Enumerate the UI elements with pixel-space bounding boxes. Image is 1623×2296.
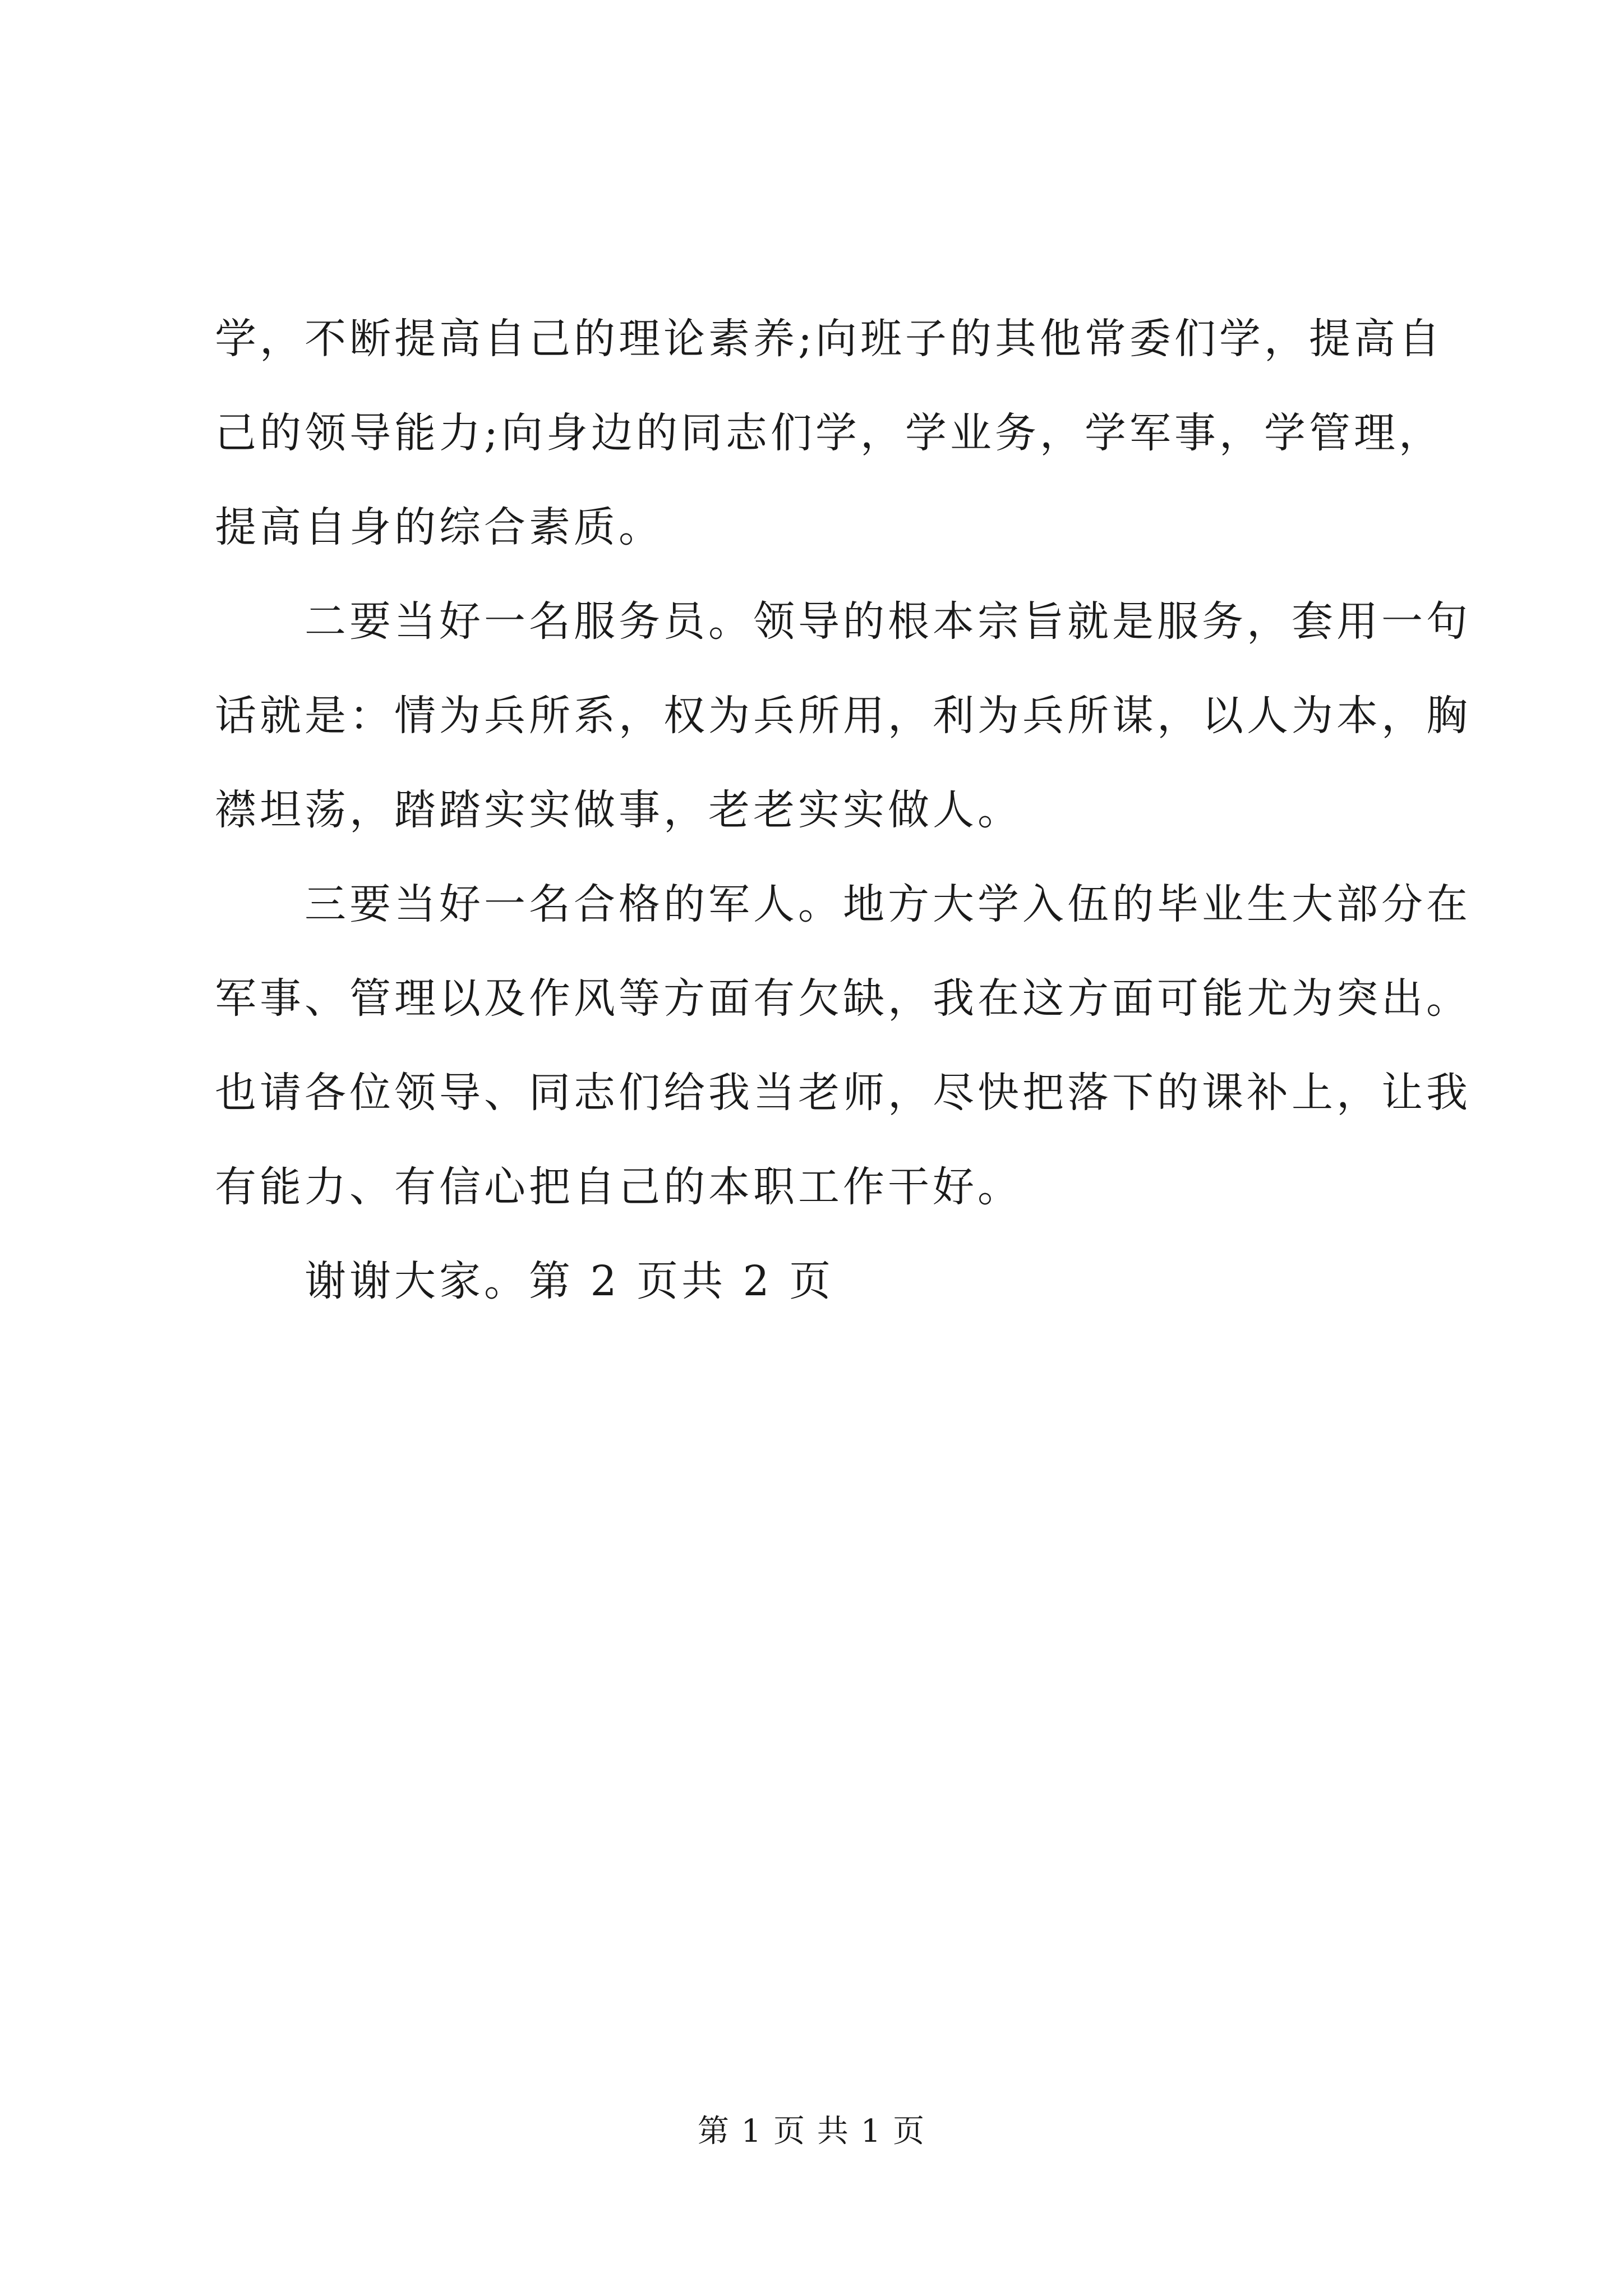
text-line: 学，不断提高自己的理论素养;向班子的其他常委们学，提高自 (215, 315, 1444, 363)
closing-line: 谢谢大家。第 2 页共 2 页 (305, 1257, 834, 1305)
text-line: 军事、管理以及作风等方面有欠缺，我在这方面可能尤为突出。 (215, 974, 1471, 1023)
paragraph-start-line: 二要当好一名服务员。领导的根本宗旨就是服务，套用一句 (305, 597, 1471, 646)
paragraph-start-line: 三要当好一名合格的军人。地方大学入伍的毕业生大部分在 (305, 880, 1471, 928)
text-line: 提高自身的综合素质。 (215, 503, 663, 551)
text-line: 有能力、有信心把自己的本职工作干好。 (215, 1163, 1022, 1211)
page-footer: 第 1 页 共 1 页 (697, 2113, 926, 2150)
text-line: 也请各位领导、同志们给我当老师，尽快把落下的课补上，让我 (215, 1069, 1471, 1117)
document-body (215, 292, 1471, 1328)
text-line: 话就是：情为兵所系，权为兵所用，利为兵所谋，以人为本，胸 (215, 692, 1471, 740)
text-line: 己的领导能力;向身边的同志们学，学业务，学军事，学管理， (215, 409, 1444, 457)
text-line: 襟坦荡，踏踏实实做事，老老实实做人。 (215, 786, 1022, 834)
